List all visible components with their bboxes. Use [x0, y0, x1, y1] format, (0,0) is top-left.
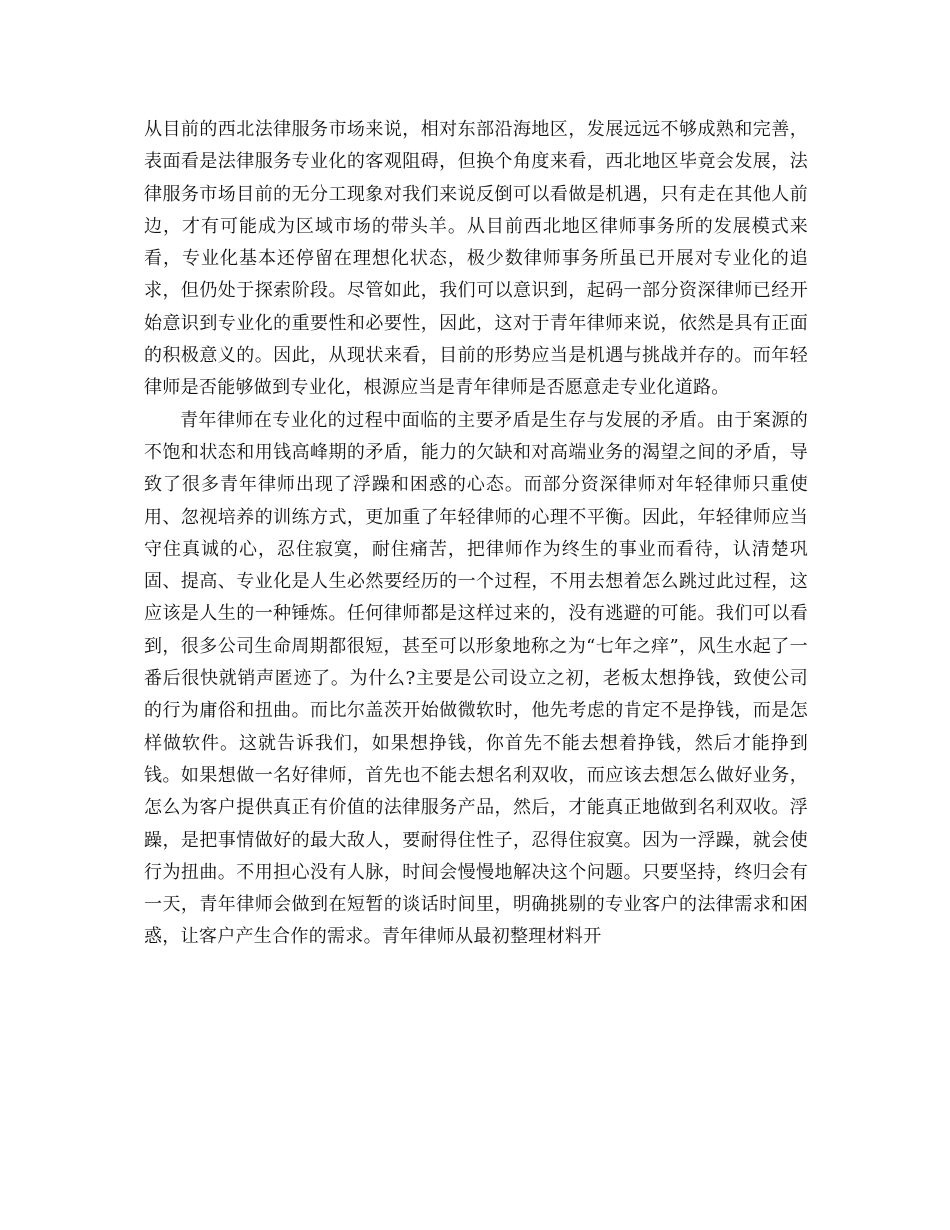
- document-body: [144, 114, 808, 954]
- paragraph-2: 青年律师在专业化的过程中面临的主要矛盾是生存与发展的矛盾。由于案源的不饱和状态和用钱高峰期的矛盾，能力的欠缺和对高端业务的渴望之间的矛盾，导致了很多青年律师出现了浮躁和困惑的心态。而部分资深律师对年轻律师只重使用、忽视培养的训练方式，更加重了年轻律师的心理不平衡。因此，年轻律师应当守住真诚的心，忍住寂寞，耐住痛苦，把律师作为终生的事业而看待，认清楚巩固、提高、专业化是人生必然要经历的一个过程，不用去想着怎么跳过此过程，这应该是人生的一种锤炼。任何律师都是这样过来的，没有逃避的可能。我们可以看到，很多公司生命周期都很短，甚至可以形象地称之为“七年之痒”，风生水起了一番后很快就销声匿迹了。为什么?主要是公司设立之初，老板太想挣钱，致使公司的行为庸俗和扭曲。而比尔盖茨开始做微软时，他先考虑的肯定不是挣钱，而是怎样做软件。这就告诉我们，如果想挣钱，你首先不能去想着挣钱，然后才能挣到钱。如果想做一名好律师，首先也不能去想名利双收，而应该去想怎么做好业务，怎么为客户提供真正有价值的法律服务产品，然后，才能真正地做到名利双收。浮躁，是把事情做好的最大敌人，要耐得住性子，忍得住寂寞。因为一浮躁，就会使行为扭曲。不用担心没有人脉，时间会慢慢地解决这个问题。只要坚持，终归会有一天，青年律师会做到在短暂的谈话时间里，明确挑剔的专业客户的法律需求和困惑，让客户产生合作的需求。青年律师从最初整理材料开: [144, 409, 808, 948]
- paragraph-1: 从目前的西北法律服务市场来说，相对东部沿海地区，发展远远不够成熟和完善，表面看是法律服务专业化的客观阻碍，但换个角度来看，西北地区毕竟会发展，法律服务市场目前的无分工现象对我们来说反倒可以看做是机遇，只有走在其他人前边，才有可能成为区域市场的带头羊。从目前西北地区律师事务所的发展模式来看，专业化基本还停留在理想化状态，极少数律师事务所虽已开展对专业化的追求，但仍处于探索阶段。尽管如此，我们可以意识到，起码一部分资深律师已经开始意识到专业化的重要性和必要性，因此，这对于青年律师来说，依然是具有正面的积极意义的。因此，从现状来看，目前的形势应当是机遇与挑战并存的。而年轻律师是否能够做到专业化，根源应当是青年律师是否愿意走专业化道路。: [144, 119, 808, 399]
